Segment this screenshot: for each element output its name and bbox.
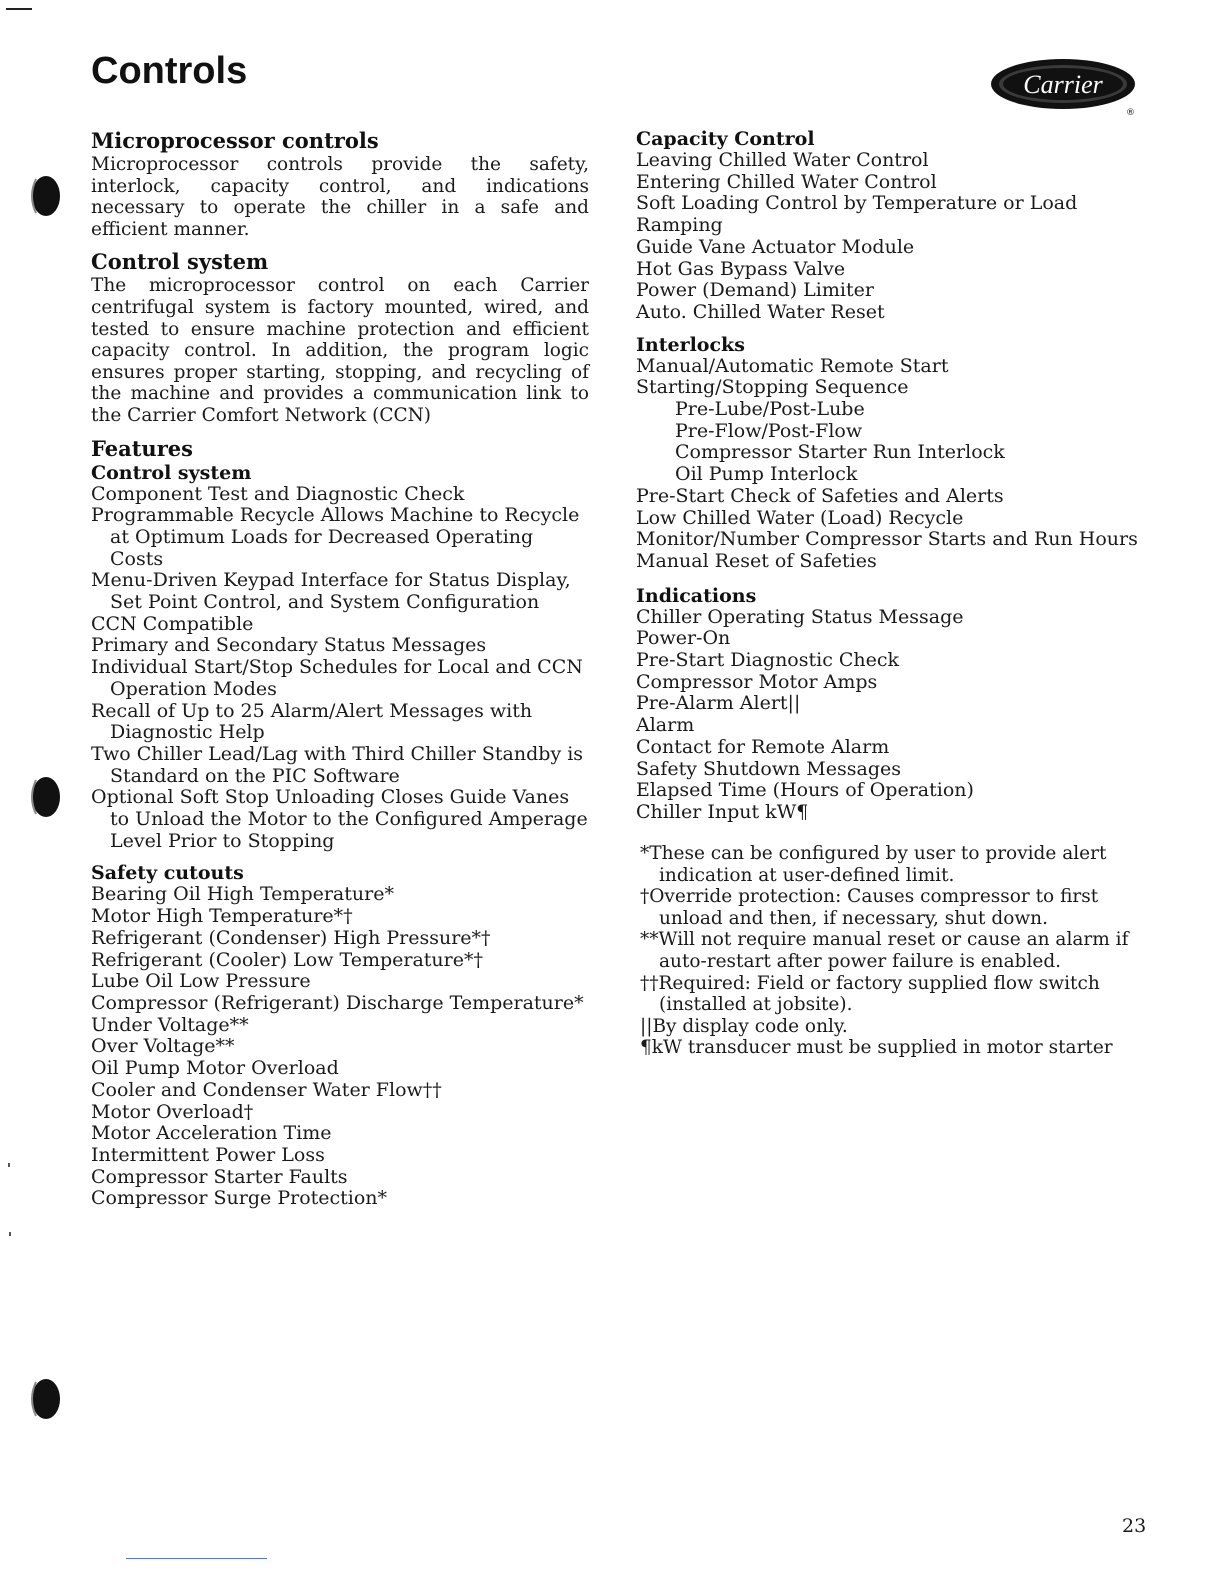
microprocessor-paragraph: Microprocessor controls provide the safety, interlock, capacity control, and indications necessary to operate the chiller in a safe and efficient manner. (91, 154, 589, 240)
list-item: Component Test and Diagnostic Check (91, 482, 465, 505)
list-item: Compressor (Refrigerant) Discharge Temperature* (91, 992, 584, 1014)
list-item: Over Voltage** (91, 1035, 235, 1058)
list-item: Compressor Surge Protection* (91, 1187, 388, 1210)
indications-list (636, 607, 1146, 824)
punch-hole-middle (26, 776, 60, 818)
list-subitem: Oil Pump Interlock (675, 463, 858, 486)
list-item: Programmable Recycle Allows Machine to Recycle at Optimum Loads for Decreased Operating Costs (91, 504, 580, 570)
section-heading-features: Features (91, 435, 193, 461)
registered-mark: ® (1126, 108, 1135, 118)
page-title: Controls (91, 50, 248, 92)
punch-hole-bottom (26, 1378, 60, 1420)
logo-text: Carrier (1023, 70, 1103, 99)
list-item: Pre-Start Diagnostic Check (636, 649, 900, 672)
control-system-paragraph: The microprocessor control on each Carrier centrifugal system is factory mounted, wired, and tested to ensure machine protection and efficient capacity control. In addition, the program logic ensures proper starting, stopping, and recycling of the machine and provides a communication link to the Carrier Comfort Network (CCN) (91, 275, 589, 426)
list-item: Manual Reset of Safeties (636, 549, 877, 572)
features-list (91, 484, 589, 853)
list-item: Recall of Up to 25 Alarm/Alert Messages with Diagnostic Help (91, 699, 533, 744)
list-item: Compressor Starter Faults (91, 1165, 348, 1188)
list-item: Motor High Temperature*† (91, 905, 353, 928)
list-item: Under Voltage** (91, 1013, 249, 1036)
margin-speck (9, 1232, 11, 1236)
list-item: Motor Overload† (91, 1100, 254, 1123)
list-item: Entering Chilled Water Control (636, 170, 937, 193)
interlocks-heading: Interlocks (636, 333, 745, 356)
safety-cutouts-list (91, 884, 589, 1210)
corner-mark (6, 8, 32, 10)
list-item: Elapsed Time (Hours of Operation) (636, 779, 974, 802)
list-item: Refrigerant (Condenser) High Pressure*† (91, 926, 491, 949)
carrier-logo (990, 56, 1140, 118)
list-item: Safety Shutdown Messages (636, 757, 901, 780)
list-item: Bearing Oil High Temperature* (91, 883, 394, 906)
list-subitem: Pre-Lube/Post-Lube (675, 398, 865, 421)
margin-speck (8, 1163, 10, 1167)
punch-hole-top (26, 175, 60, 217)
footnotes (640, 843, 1136, 1059)
page-number: 23 (1122, 1515, 1147, 1537)
list-item: Pre-Alarm Alert|| (636, 692, 801, 715)
list-item: Chiller Operating Status Message (636, 605, 964, 628)
capacity-control-list (636, 150, 1146, 324)
list-item: CCN Compatible (91, 612, 254, 635)
footnote: ||By display code only. (640, 1015, 848, 1037)
list-item: Primary and Secondary Status Messages (91, 634, 487, 657)
list-item: Contact for Remote Alarm (636, 735, 890, 758)
left-column (91, 128, 589, 1210)
list-item: Leaving Chilled Water Control (636, 149, 929, 171)
list-item: Lube Oil Low Pressure (91, 970, 311, 993)
footnote: ¶kW transducer must be supplied in motor starter (640, 1037, 1113, 1059)
indications-heading: Indications (636, 584, 757, 607)
list-item: Power-On (636, 627, 731, 650)
list-item: Alarm (636, 714, 695, 737)
footnote: ††Required: Field or factory supplied flow switch (installed at jobsite). (640, 972, 1100, 1016)
footnote: **Will not require manual reset or cause an alarm if auto-restart after power failure is enabled. (640, 929, 1129, 972)
features-subheading: Control system (91, 461, 252, 484)
list-item: Motor Acceleration Time (91, 1122, 332, 1145)
list-item: Starting/Stopping Sequence (636, 376, 909, 399)
list-item: Pre-Start Check of Safeties and Alerts (636, 484, 1004, 507)
list-item: Cooler and Condenser Water Flow†† (91, 1078, 442, 1101)
footnote: *These can be configured by user to provide alert indication at user-defined limit. (640, 843, 1107, 886)
capacity-control-heading: Capacity Control (636, 128, 815, 150)
list-item: Power (Demand) Limiter (636, 279, 874, 302)
section-heading-microprocessor: Microprocessor controls (91, 128, 379, 153)
list-item: Menu-Driven Keypad Interface for Status Display, Set Point Control, and System Configuration (91, 569, 571, 614)
list-item: Chiller Input kW¶ (636, 800, 809, 823)
list-item: Optional Soft Stop Unloading Closes Guide Vanes to Unload the Motor to the Configured Amperage Level Prior to Stopping (91, 786, 588, 852)
list-item: Soft Loading Control by Temperature or Load Ramping (636, 192, 1078, 237)
list-item: Two Chiller Lead/Lag with Third Chiller Standby is Standard on the PIC Software (91, 742, 584, 787)
list-item: Individual Start/Stop Schedules for Local and CCN Operation Modes (91, 656, 583, 700)
section-heading-control-system: Control system (91, 249, 269, 275)
list-subitem: Compressor Starter Run Interlock (675, 441, 1005, 464)
interlocks-list (636, 356, 1146, 573)
list-item: Refrigerant (Cooler) Low Temperature*† (91, 948, 483, 971)
list-item: Compressor Motor Amps (636, 670, 878, 693)
list-item: Oil Pump Motor Overload (91, 1057, 339, 1080)
list-item: Guide Vane Actuator Module (636, 235, 915, 258)
safety-cutouts-heading: Safety cutouts (91, 862, 244, 885)
list-item: Manual/Automatic Remote Start (636, 354, 949, 377)
list-item: Intermittent Power Loss (91, 1143, 325, 1166)
list-item: Auto. Chilled Water Reset (636, 300, 885, 323)
right-column (636, 128, 1146, 824)
list-item: Hot Gas Bypass Valve (636, 257, 846, 280)
list-item: Low Chilled Water (Load) Recycle (636, 506, 964, 529)
list-subitem: Pre-Flow/Post-Flow (675, 419, 863, 442)
footnote: †Override protection: Causes compressor to first unload and then, if necessary, shut down. (640, 886, 1099, 929)
list-item: Monitor/Number Compressor Starts and Run Hours (636, 528, 1138, 551)
bottom-rule (126, 1558, 267, 1559)
